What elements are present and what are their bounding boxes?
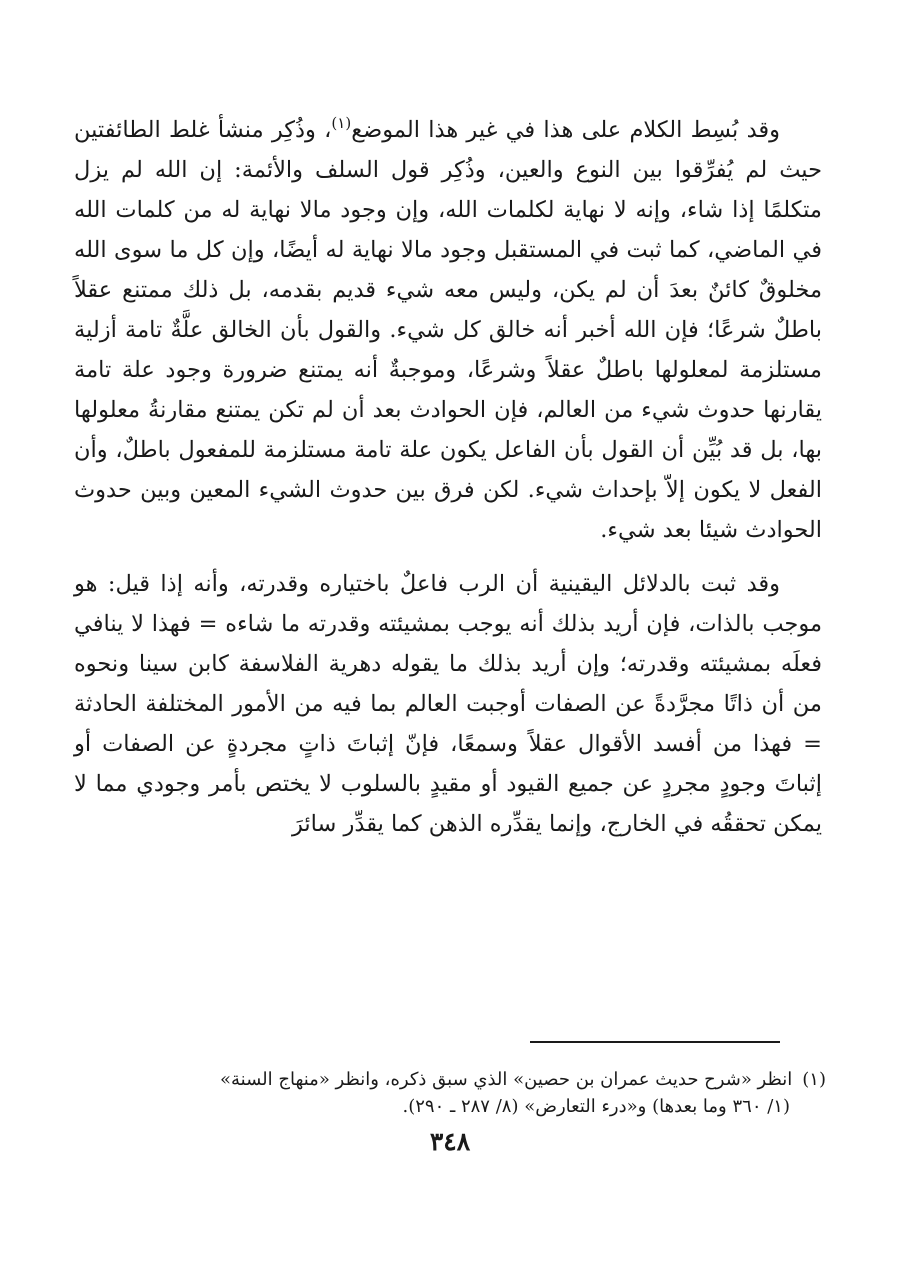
paragraph-1: [74, 110, 822, 550]
footnote-reference[interactable]: (١): [331, 114, 352, 132]
footnote-number: (١): [802, 1069, 826, 1090]
page-body: [74, 110, 822, 844]
footnote-line-1: [106, 1066, 826, 1093]
footnote-line-2: (١/ ٣٦٠ وما بعدها) و«درء التعارض» (٨/ ٢٨٧ ـ ٢٩٠).: [402, 1096, 790, 1117]
page-number: ٣٤٨: [429, 1127, 471, 1156]
footnote: [106, 1066, 826, 1120]
footnote-text-1: انظر «شرح حديث عمران بن حصين» الذي سبق ذكره، وانظر «منهاج السنة»: [219, 1069, 793, 1090]
footnote-divider: [530, 1041, 780, 1043]
paragraph-1-text-rest: ، وذُكِر منشأ غلط الطائفتين حيث لم يُفرِّقوا بين النوع والعين، وذُكِر قول السلف والأئمة: إن الله لم يزل متكلمًا إذا شاء، وإنه لا نهاية لكلمات الله، وإن وجود مالا نهاية له من كلمات الله في الماضي، كما ثبت في المستقبل وجود مالا نهاية له أيضًا، وإن كل ما سوى الله مخلوقٌ كائنٌ بعدَ أن لم يكن، وليس معه شيء قديم بقدمه، بل ذلك ممتنع عقلاً باطلٌ شرعًا؛ فإن الله أخبر أنه خالق كل شيء. والقول بأن الخالق علَّةٌ تامة أزلية مستلزمة لمعلولها باطلٌ عقلاً وشرعًا، وموجبةٌ أنه يمتنع ضرورة وجود علة تامة يقارنها حدوث شيء من العالم، فإن الحوادث بعد أن لم تكن يمتنع مقارنةُ معلولها بها، بل قد بُيِّن أن القول بأن الفاعل يكون علة تامة مستلزمة للمفعول باطلٌ، وأن الفعل لا يكون إلاّ بإحداث شيء. لكن فرق بين حدوث الشيء المعين وبين حدوث الحوادث شيئا بعد شيء.: [74, 117, 822, 543]
paragraph-1-text-start: وقد بُسِط الكلام على هذا في غير هذا الموضع: [351, 117, 780, 143]
paragraph-2: وقد ثبت بالدلائل اليقينية أن الرب فاعلٌ باختياره وقدرته، وأنه إذا قيل: هو موجب بالذات، فإن أريد بذلك أنه يوجب بمشيئته وقدرته ما شاءه = فهذا لا ينافي فعلَه بمشيئته وقدرته؛ وإن أريد بذلك ما يقوله دهرية الفلاسفة كابن سينا ونحوه من أن ذاتًا مجرَّدةً عن الصفات أوجبت العالم بما فيه من الأمور المختلفة الحادثة = فهذا من أفسد الأقوال عقلاً وسمعًا، فإنّ إثباتَ ذاتٍ مجردةٍ عن الصفات أو إثباتَ وجودٍ مجردٍ عن جميع القيود أو مقيدٍ بالسلوب لا يختص بأمر وجودي مما لا يمكن تحققُه في الخارج، وإنما يقدِّره الذهن كما يقدِّر سائرَ: [74, 571, 822, 837]
